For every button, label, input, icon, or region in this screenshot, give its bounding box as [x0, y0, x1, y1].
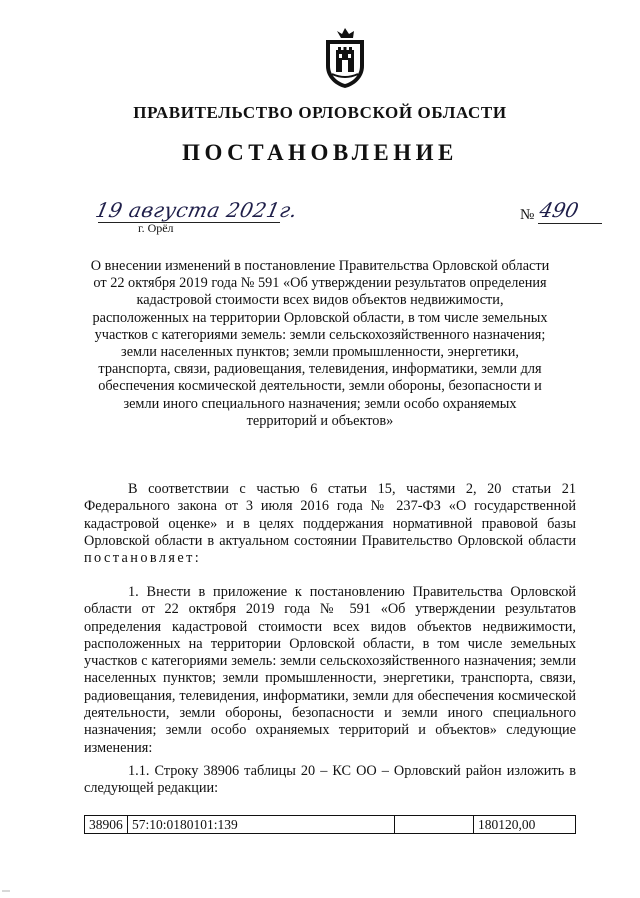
cadastral-value-table — [84, 815, 576, 834]
date-underline — [98, 222, 280, 223]
resolves-word: постановляет: — [84, 550, 202, 567]
preamble-paragraph — [84, 481, 576, 567]
item-1-paragraph: 1. Внести в приложение к постановлению Правительства Орловской области от 22 октября 2019 года № 591 «Об утверждении результатов определения кадастровой стоимости всех видов объектов недвижимости, расположенных на территории Орловской области, в том числе земельных участков с категориями земель: земли сельскохозяйственного назначения; земли населенных пунктов; земли промышленности, энергетики, транспорта, связи, радиовещания, телевидения, информатики, земли для обеспечения космической деятельности, земли обороны, безопасности и земли иного специального назначения; земли особо охраняемых территорий и объектов» следующие изменения: — [84, 584, 576, 756]
scan-mark — [2, 890, 10, 892]
document-type-title: ПОСТАНОВЛЕНИЕ — [182, 140, 458, 165]
table-cell-empty — [395, 816, 474, 834]
item-1-1-paragraph: 1.1. Строку 38906 таблицы 20 – КС ОО – Орловский район изложить в следующей редакции: — [84, 763, 576, 797]
preamble-text: В соответствии с частью 6 статьи 15, частями 2, 20 статьи 21 Федерального закона от 3 июля 2016 года № 237-ФЗ «О государственной кадастровой оценке» и в целях поддержания нормативной правовой базы Орловской области в актуальном состоянии Правительство Орловской области — [84, 481, 576, 549]
document-subject: О внесении изменений в постановление Правительства Орловской области от 22 октября 2019 года № 591 «Об утверждении результатов определения кадастровой стоимости всех видов объектов недвижимости, расположенных на территории Орловской области, в том числе земельных участков с категориями земель: земли сельскохозяйственного назначения; земли населенных пунктов; земли промышленности, энергетики, транспорта, связи, радиовещания, телевидения, информатики, земли для обеспечения космической деятельности, земли обороны, безопасности и земли иного специального назначения; земли особо охраняемых территорий и объектов» — [90, 258, 550, 429]
oryol-coat-of-arms-icon — [320, 26, 370, 90]
number-underline — [538, 223, 602, 224]
table-cell-row-number: 38906 — [85, 816, 128, 834]
signing-date: 19 августа 2021г. — [93, 198, 300, 222]
document-number: 490 — [537, 198, 581, 222]
city-label: г. Орёл — [138, 221, 174, 235]
table-row — [85, 816, 576, 834]
government-title: ПРАВИТЕЛЬСТВО ОРЛОВСКОЙ ОБЛАСТИ — [133, 103, 507, 122]
number-label: № — [520, 207, 535, 223]
table-cell-value: 180120,00 — [474, 816, 576, 834]
table-cell-cadastral-number: 57:10:0180101:139 — [128, 816, 395, 834]
